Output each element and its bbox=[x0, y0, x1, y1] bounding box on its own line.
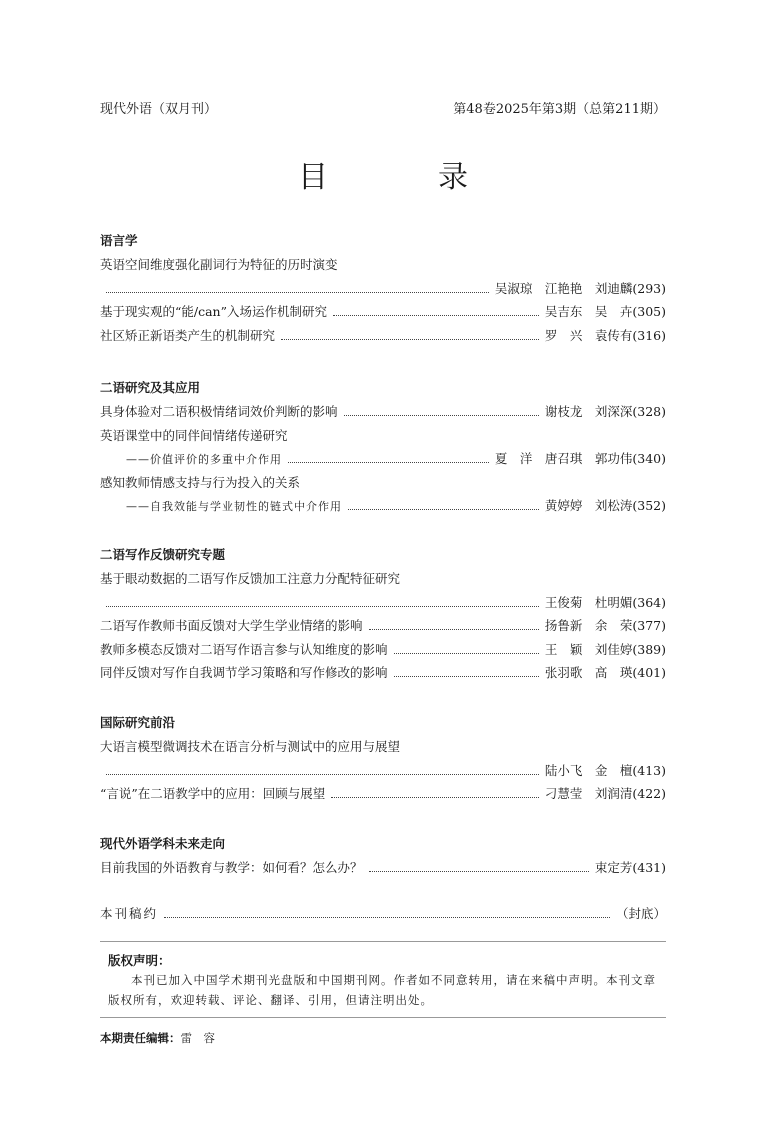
entry-title: 社区矫正新语类产生的机制研究 bbox=[100, 327, 276, 343]
entry-title: 基于眼动数据的二语写作反馈加工注意力分配特征研究 bbox=[100, 571, 401, 586]
toc-entry[interactable] bbox=[100, 569, 666, 589]
page-title: 目 录 bbox=[298, 160, 508, 195]
toc-entry[interactable] bbox=[100, 496, 666, 516]
entry-page: (389) bbox=[632, 641, 666, 657]
entry-title: 英语课堂中的同伴间情绪传递研究 bbox=[100, 427, 288, 443]
entry-page: (364) bbox=[632, 594, 666, 610]
entry-page: (431) bbox=[632, 860, 666, 875]
toc-entry[interactable] bbox=[100, 640, 666, 660]
entry-page: (328) bbox=[632, 404, 666, 419]
section-heading: 语言学 bbox=[100, 233, 138, 248]
entry-page: (422) bbox=[632, 786, 666, 801]
issue-editor bbox=[100, 1030, 215, 1046]
entry-title: 基于现实观的“能/can”入场运作机制研究 bbox=[100, 304, 327, 319]
entry-authors: 王俊菊 杜明媚 bbox=[544, 594, 633, 610]
editor-name: 雷 容 bbox=[180, 1031, 215, 1045]
section-heading: 二语研究及其应用 bbox=[100, 380, 201, 395]
journal-name: 现代外语（双月刊） bbox=[100, 102, 218, 117]
entry-authors: 夏 洋 唐召琪 郭功伟 bbox=[494, 451, 633, 466]
toc-page bbox=[100, 0, 666, 1139]
leader-dots bbox=[394, 667, 539, 677]
section-heading: 现代外语学科未来走向 bbox=[100, 836, 226, 851]
toc-entry[interactable] bbox=[100, 761, 666, 781]
toc-entry[interactable] bbox=[100, 784, 666, 804]
entry-title: ——价值评价的多重中介作用 bbox=[126, 453, 282, 466]
entry-title: 大语言模型微调技术在语言分析与测试中的应用与展望 bbox=[100, 739, 401, 754]
entry-authors: 张羽歌 高 瑛 bbox=[544, 665, 633, 680]
entry-page: (352) bbox=[632, 498, 666, 513]
entry-authors: 陆小飞 金 檀 bbox=[544, 762, 633, 778]
entry-page: (316) bbox=[632, 327, 666, 343]
entry-authors: 谢枝龙 刘深深 bbox=[544, 404, 633, 419]
entry-title: 目前我国的外语教育与教学：如何看？怎么办？ bbox=[100, 860, 363, 875]
toc-entry[interactable] bbox=[100, 402, 666, 422]
leader-dots bbox=[333, 306, 539, 316]
copyright-heading: 版权声明： bbox=[108, 953, 171, 968]
section-heading: 二语写作反馈研究专题 bbox=[100, 547, 226, 562]
entry-authors: 吴淑琼 江艳艳 刘迪麟 bbox=[494, 280, 633, 296]
toc-entry[interactable] bbox=[100, 326, 666, 346]
call-for-papers-row bbox=[100, 904, 666, 924]
leader-dots bbox=[348, 500, 539, 510]
divider-bottom bbox=[100, 1017, 666, 1018]
toc-entry[interactable] bbox=[100, 593, 666, 613]
toc-entry[interactable] bbox=[100, 255, 666, 275]
leader-dots bbox=[331, 788, 539, 798]
entry-authors: 王 颖 刘佳婷 bbox=[544, 641, 633, 657]
entry-title: 感知教师情感支持与行为投入的关系 bbox=[100, 474, 301, 490]
issue-info: 第48卷2025年第3期（总第211期） bbox=[453, 102, 666, 117]
call-for-papers-title: 本刊稿约 bbox=[100, 906, 159, 921]
entry-title: ——自我效能与学业韧性的链式中介作用 bbox=[126, 500, 342, 513]
divider-top bbox=[100, 941, 666, 942]
entry-authors: 束定芳 bbox=[594, 860, 633, 875]
leader-dots bbox=[281, 330, 539, 340]
toc-entry[interactable] bbox=[100, 449, 666, 469]
toc-entry[interactable] bbox=[100, 473, 666, 493]
leader-dots bbox=[106, 765, 539, 775]
toc-entry[interactable] bbox=[100, 279, 666, 299]
entry-title: 同伴反馈对写作自我调节学习策略和写作修改的影响 bbox=[100, 665, 388, 680]
entry-title: “言说”在二语教学中的应用：回顾与展望 bbox=[100, 786, 326, 801]
toc-entry[interactable] bbox=[100, 858, 666, 878]
entry-authors: 刁慧莹 刘润清 bbox=[544, 786, 633, 801]
leader-dots bbox=[106, 597, 539, 607]
entry-page: (293) bbox=[632, 280, 666, 296]
leader-dots bbox=[369, 620, 539, 630]
call-for-papers-page: （封底） bbox=[615, 906, 666, 921]
toc-entry[interactable] bbox=[100, 426, 666, 446]
leader-dots bbox=[164, 908, 610, 918]
editor-label: 本期责任编辑： bbox=[100, 1031, 181, 1045]
toc-entry[interactable] bbox=[100, 737, 666, 757]
toc-entry[interactable] bbox=[100, 616, 666, 636]
entry-title: 具身体验对二语积极情绪词效价判断的影响 bbox=[100, 404, 338, 419]
entry-authors: 吴吉东 吴 卉 bbox=[544, 304, 633, 319]
leader-dots bbox=[288, 453, 489, 463]
leader-dots bbox=[369, 862, 589, 872]
entry-title: 二语写作教师书面反馈对大学生学业情绪的影响 bbox=[100, 618, 363, 633]
toc-entry[interactable] bbox=[100, 302, 666, 322]
leader-dots bbox=[106, 283, 489, 293]
entry-authors: 罗 兴 袁传有 bbox=[544, 327, 633, 343]
copyright-text: 本刊已加入中国学术期刊光盘版和中国期刊网。作者如不同意转用，请在来稿中声明。本刊文章版权所有，欢迎转载、评论、翻译、引用，但请注明出处。 bbox=[108, 973, 656, 1007]
entry-authors: 扬鲁新 余 荣 bbox=[544, 618, 633, 633]
entry-page: (413) bbox=[632, 762, 666, 778]
entry-page: (305) bbox=[632, 304, 666, 319]
entry-title: 英语空间维度强化副词行为特征的历时演变 bbox=[100, 257, 338, 272]
entry-title: 教师多模态反馈对二语写作语言参与认知维度的影响 bbox=[100, 641, 388, 657]
leader-dots bbox=[394, 644, 539, 654]
entry-page: (401) bbox=[632, 665, 666, 680]
entry-page: (340) bbox=[632, 451, 666, 466]
entry-page: (377) bbox=[632, 618, 666, 633]
toc-entry[interactable] bbox=[100, 663, 666, 683]
entry-authors: 黄婷婷 刘松涛 bbox=[544, 498, 633, 513]
section-heading: 国际研究前沿 bbox=[100, 715, 176, 730]
leader-dots bbox=[344, 406, 539, 416]
